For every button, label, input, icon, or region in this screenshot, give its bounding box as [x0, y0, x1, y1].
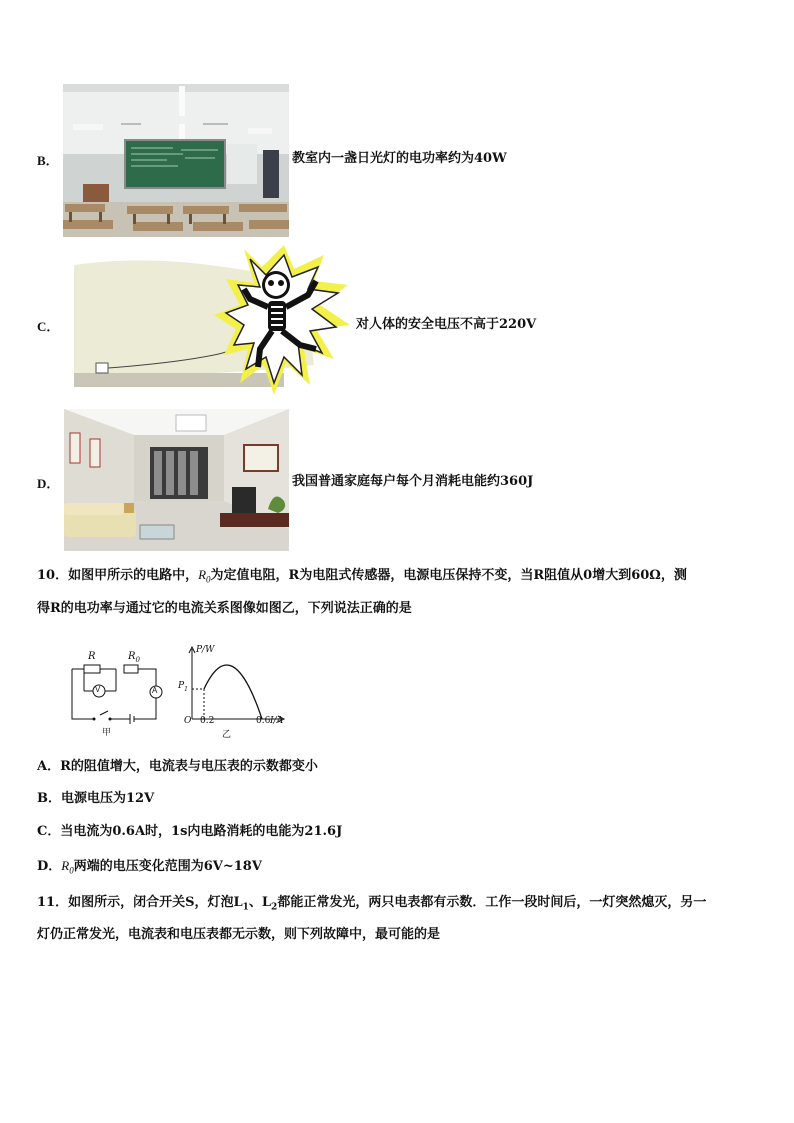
q11-stem-mid: 、L: [248, 895, 272, 910]
circuit-caption: 甲: [102, 728, 112, 738]
option-c-letter: C．: [37, 319, 60, 334]
q10-r0-sub: 0: [206, 574, 211, 585]
circuit-r0-sub: 0: [135, 656, 140, 664]
option-d-letter: D．: [37, 476, 60, 491]
q10-option-d-r0: [61, 858, 74, 876]
living-room-photo: [64, 409, 289, 551]
q10-option-d-r0-sub: 0: [69, 865, 74, 876]
circuit-r0-label: [128, 651, 140, 664]
option-b-text: 教室内一盏日光灯的电功率约为40W: [292, 151, 507, 166]
power-current-graph-yi: [174, 643, 292, 739]
electric-shock-cartoon: [64, 245, 354, 399]
graph-p1-label: [178, 681, 188, 693]
q10-option-b: B．电源电压为12V: [37, 791, 155, 806]
q10-r0-letter: R: [198, 567, 207, 582]
circuit-r-label: R: [88, 651, 96, 662]
q10-stem-post: 为定值电阻，R为电阻式传感器，电源电压保持不变，当R阻值从0增大到60Ω，测: [210, 568, 687, 583]
q10-stem-line2: 得R的电功率与通过它的电流关系图像如图乙，下列说法正确的是: [37, 601, 412, 616]
q11-stem-line2: 灯仍正常发光，电流表和电压表都无示数，则下列故障中，最可能的是: [37, 927, 441, 942]
circuit-r0-letter: R: [128, 651, 136, 662]
q11-l1-sub: 1: [242, 902, 249, 913]
q10-stem-line1: [37, 566, 687, 589]
graph-ylabel: P/W: [196, 645, 215, 655]
graph-tick-0-2: 0.2: [200, 716, 215, 726]
graph-p1-letter: P: [178, 681, 185, 691]
ammeter-label: A: [152, 686, 158, 695]
q10-stem-pre: 10．如图甲所示的电路中，: [37, 568, 199, 583]
circuit-diagram-jia: [64, 643, 185, 739]
graph-xlabel: I/A: [270, 716, 284, 726]
q10-option-d-r0-letter: R: [61, 858, 70, 873]
q10-option-d: [37, 857, 262, 880]
option-c-text: 对人体的安全电压不高于220V: [356, 317, 537, 332]
q11-l2-sub: 2: [271, 902, 278, 913]
q10-option-a: A．R的阻值增大，电流表与电压表的示数都变小: [37, 759, 318, 774]
classroom-photo: [63, 84, 289, 237]
q10-option-d-text: 两端的电压变化范围为6V~18V: [73, 859, 262, 874]
q10-option-c: C．当电流为0.6A时，1s内电路消耗的电能为21.6J: [37, 824, 343, 839]
voltmeter-label: V: [95, 685, 101, 694]
q10-r0-symbol: [198, 567, 211, 585]
q11-stem-line1: [37, 894, 706, 917]
q10-option-d-letter: D．: [37, 859, 62, 874]
graph-tick-0-6: 0.6: [256, 716, 271, 726]
q11-stem-post: 都能正常发光，两只电表都有示数．工作一段时间后，一灯突然熄灭，另一: [277, 895, 707, 910]
option-b-letter: B．: [37, 153, 59, 168]
graph-caption: 乙: [222, 730, 232, 740]
q11-stem-pre: 11．如图所示，闭合开关S，灯泡L: [37, 895, 243, 910]
graph-p1-sub: 1: [184, 685, 188, 693]
graph-origin: O: [184, 716, 192, 726]
option-d-text: 我国普通家庭每户每个月消耗电能约360J: [292, 474, 534, 489]
